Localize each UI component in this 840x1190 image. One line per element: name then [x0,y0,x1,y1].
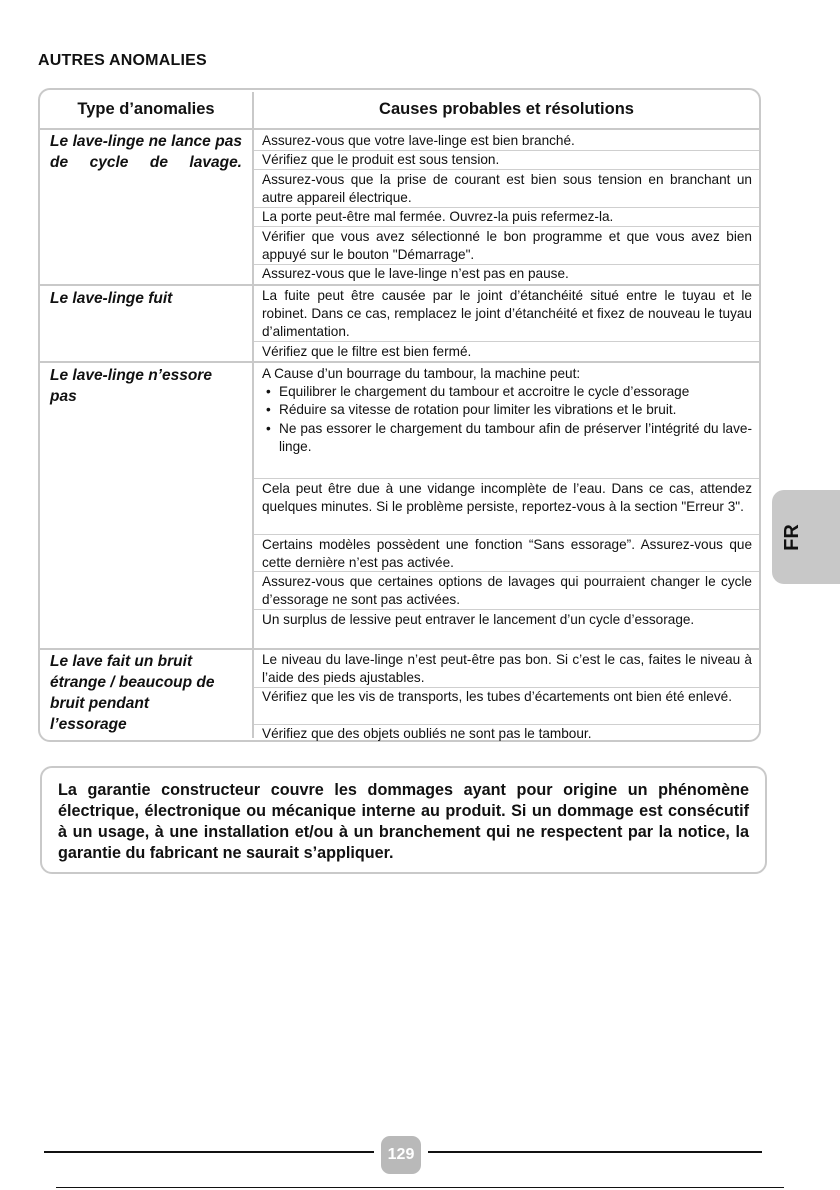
group-divider [40,648,759,650]
cause-row: Un surplus de lessive peut entraver le lancement d’un cycle d’essorage. [262,612,695,627]
cause-row: Vérifiez que le produit est sous tension. [262,152,500,167]
bullet-icon: • [266,384,271,400]
cause-intro: A Cause d’un bourrage du tambour, la machine peut: [262,366,581,381]
cause-row: Vérifier que vous avez sélectionné le bon programme et que vous avez bien appuyé sur le bouton "Démarrage". [262,229,752,263]
cause-row: Certains modèles possèdent une fonction “Sans essorage”. Assurez-vous que cette dernière n’est pas activée. [262,537,752,571]
cause-row: Assurez-vous que le lave-linge n’est pas en pause. [262,266,569,281]
bullet-item: • Réduire sa vitesse de rotation pour limiter les vibrations et le bruit. [262,401,752,419]
header-divider [40,128,759,130]
bullet-item: • Ne pas essorer le chargement du tambour afin de préserver l’intégrité du lave-linge. [266,420,752,454]
section-title: AUTRES ANOMALIES [38,52,207,69]
footer-rule-left [44,1151,374,1153]
cause-row: Vérifiez que le filtre est bien fermé. [262,344,472,359]
anomaly-title-noise: Le lave fait un bruit étrange / beaucoup de bruit pendant l’essorage [50,653,215,733]
cause-row: Assurez-vous que votre lave-linge est bien branché. [262,133,575,148]
anomaly-title-no-spin: Le lave-linge n’essore pas [50,367,212,405]
cause-row: La fuite peut être causée par le joint d’étanchéité situé entre le tuyau et le robinet. Dans ce cas, remplacez le joint d’étanchéité et fixez de nouveau le tuyau d’alimentation. [262,288,752,340]
anomaly-title-leak: Le lave-linge fuit [50,290,173,307]
column-divider [252,92,254,738]
bullet-item: • Equilibrer le chargement du tambour et accroitre le cycle d’essorage [262,383,752,401]
language-tab-label: FR [780,523,803,551]
cause-row: Cela peut être due à une vidange incomplète de l’eau. Dans ce cas, attendez quelques minutes. Si le problème persiste, reportez-vous à la section "Erreur 3". [262,481,752,515]
warranty-text: La garantie constructeur couvre les dommages ayant pour origine un phénomène électrique, électronique ou mécanique interne au produit. Si un dommage est consécutif à un usage, à une installation et/ou à un branchement qui ne respectent par la notice, la garantie du fabricant ne saurait s’appliquer. [58,781,749,862]
group-divider [40,361,759,363]
bullet-icon: • [266,402,271,418]
footer-rule-right [428,1151,762,1153]
anomaly-title-no-cycle: Le lave-linge ne lance pas de cycle de lavage. [50,133,242,171]
cause-row: Assurez-vous que la prise de courant est bien sous tension en branchant un autre appareil électrique. [262,172,752,206]
bottom-rule [56,1187,784,1188]
header-anomaly-type: Type d’anomalies [77,100,215,118]
cause-row: Le niveau du lave-linge n’est peut-être pas bon. Si c’est le cas, faites le niveau à l’aide des pieds ajustables. [262,652,752,686]
bullet-icon: • [266,420,271,436]
page-number: 129 [381,1136,421,1174]
header-causes: Causes probables et résolutions [379,100,634,118]
cause-row: La porte peut-être mal fermée. Ouvrez-la puis refermez-la. [262,209,614,224]
anomalies-table [38,88,761,742]
cause-row: Vérifiez que des objets oubliés ne sont pas le tambour. [262,726,592,741]
cause-row: Assurez-vous que certaines options de lavages qui pourraient changer le cycle d’essorage ne sont pas activées. [262,574,752,608]
warranty-note [40,766,767,874]
cause-row: Vérifiez que les vis de transports, les tubes d’écartements ont bien été enlevé. [262,689,732,704]
group-divider [40,284,759,286]
cause-row-intro [262,365,752,456]
